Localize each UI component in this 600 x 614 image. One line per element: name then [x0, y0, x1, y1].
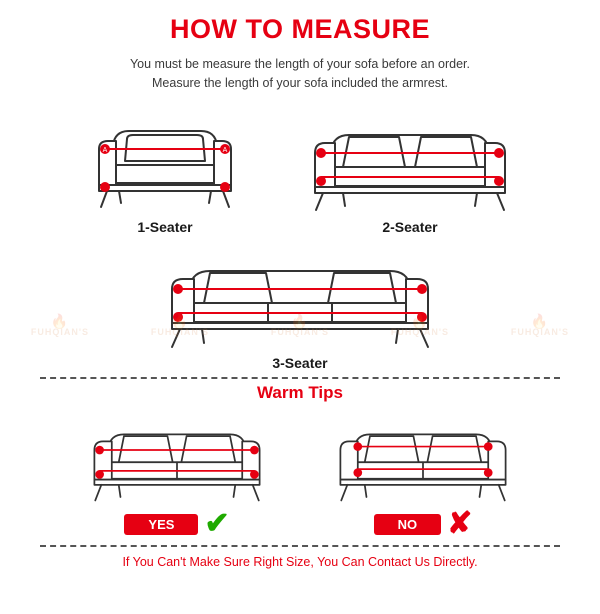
cross-icon: ✘ — [447, 507, 473, 540]
sofa-2-seater-caption: 2-Seater — [382, 219, 438, 235]
sofa-1-seater-block — [75, 107, 255, 235]
yes-badge: YES — [124, 514, 198, 535]
warm-tips-heading: Warm Tips — [257, 383, 343, 402]
sofa-row-top — [0, 107, 600, 235]
sofa-3-seater-illustration — [150, 241, 450, 353]
tip-correct-block — [77, 407, 277, 539]
sofa-row-middle — [0, 241, 600, 371]
page-title: HOW TO MEASURE — [169, 14, 430, 44]
sofa-1-seater-illustration — [75, 107, 255, 217]
check-icon: ✔ — [204, 507, 230, 540]
subtitle-line-2: Measure the length of your sofa included the armrest. — [152, 76, 448, 90]
sofa-3-seater-block — [150, 241, 450, 371]
no-badge: NO — [374, 514, 442, 535]
svg-text:A: A — [222, 147, 228, 154]
sofa-incorrect-illustration — [323, 407, 523, 507]
incorrect-badge-row — [323, 509, 523, 539]
sofa-correct-illustration — [77, 407, 277, 507]
sofa-2-seater-illustration — [295, 107, 525, 217]
svg-text:A: A — [102, 147, 108, 154]
watermark-text: FUHQIAN'S — [510, 327, 570, 337]
sofa-1-seater-caption: 1-Seater — [137, 219, 193, 235]
watermark-text: FUHQIAN'S — [390, 327, 450, 337]
infographic-page — [0, 14, 600, 614]
tips-row — [0, 407, 600, 539]
divider-bottom — [40, 545, 560, 547]
sofa-3-seater-caption: 3-Seater — [272, 355, 328, 371]
subtitle-line-1: You must be measure the length of your sofa before an order. — [129, 57, 471, 71]
footer-note: If You Can't Make Sure Right Size, You Can Contact Us Directly. — [122, 555, 478, 569]
watermark-text: FUHQIAN'S — [30, 327, 90, 337]
flame-icon: 🔥 — [50, 313, 70, 329]
correct-badge-row — [77, 509, 277, 539]
watermark-text: FUHQIAN'S — [150, 327, 210, 337]
flame-icon: 🔥 — [530, 313, 550, 329]
watermark-text: FUHQIAN'S — [270, 327, 330, 337]
sofa-2-seater-block — [295, 107, 525, 235]
divider-top — [40, 377, 560, 379]
tip-incorrect-block — [323, 407, 523, 539]
